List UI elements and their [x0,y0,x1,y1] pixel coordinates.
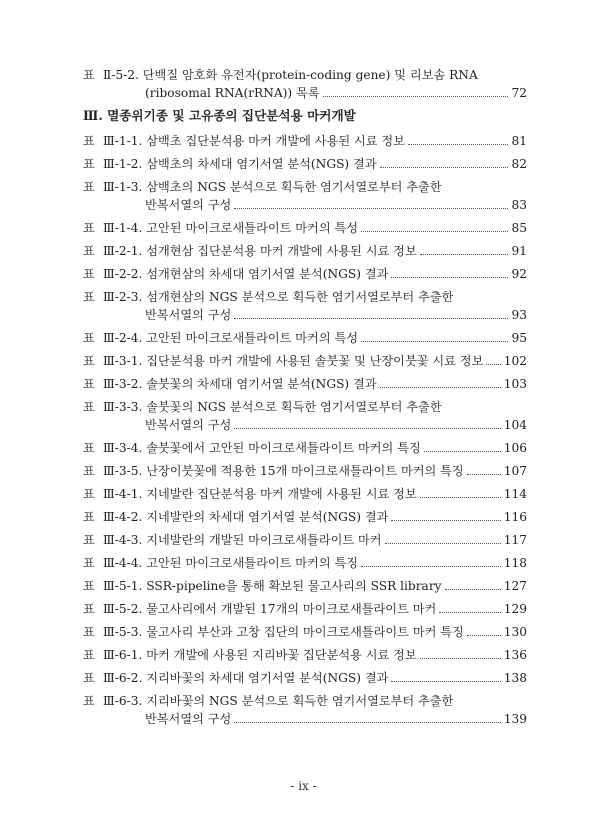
entry-prefix: 표 [83,290,95,304]
toc-entry[interactable] [83,242,527,260]
entry-title: Ⅲ-4-2. 지네발란의 차세대 염기서열 분석(NGS) 결과 [103,510,389,524]
entry-page-number: 92 [511,267,527,281]
toc-entry[interactable] [83,155,527,173]
entry-title: Ⅲ-4-1. 지네발란 집단분석용 마커 개발에 사용된 시료 정보 [103,487,417,501]
dot-leader [467,474,501,475]
entry-title: Ⅲ-3-3. 솔붓꽃의 NGS 분석으로 획득한 염기서열로부터 추출한 [103,400,442,414]
dot-leader [420,254,509,255]
entry-page-number: 114 [503,487,527,501]
entry-page-number: 130 [503,625,527,639]
entry-prefix: 표 [83,464,95,478]
toc-entry[interactable] [83,66,527,102]
entry-title: Ⅲ-5-1. SSR-pipeline을 통해 확보된 물고사리의 SSR library [103,579,442,593]
toc-entry[interactable] [83,375,527,393]
dot-leader [361,341,508,342]
entry-prefix: 표 [83,267,95,281]
entry-title: 반복서열의 구성 [145,308,232,322]
entry-page-number: 139 [503,712,527,726]
toc-entry-line [83,155,527,173]
dot-leader [234,208,508,209]
toc-entry-line [83,623,527,641]
entry-prefix: 표 [83,68,95,82]
toc-entry-line [83,84,527,102]
toc-entry-line [83,485,527,503]
entry-prefix: 표 [83,400,95,414]
entry-title: Ⅲ-5-3. 물고사리 부산과 고창 집단의 마이크로새틀라이트 마커 특징 [103,625,464,639]
toc-entry-line [83,329,527,347]
dot-leader [323,96,509,97]
entry-prefix: 표 [83,354,95,368]
toc-entry-line [83,219,527,237]
dot-leader [380,387,501,388]
toc-entry[interactable] [83,132,527,150]
entry-title: Ⅲ-1-4. 고안된 마이크로새틀라이트 마커의 특성 [103,221,359,235]
toc-entry-line [83,692,527,710]
dot-leader [234,722,500,723]
dot-leader [420,658,501,659]
intro-entries [83,66,527,102]
entry-title: Ⅲ-1-3. 삼백초의 NGS 분석으로 획득한 염기서열로부터 추출한 [103,180,442,194]
entry-page-number: 72 [511,86,527,100]
entry-title: Ⅲ-1-2. 삼백초의 차세대 염기서열 분석(NGS) 결과 [103,157,377,171]
toc-entry[interactable] [83,288,527,324]
dot-leader [391,681,500,682]
entry-page-number: 91 [511,244,527,258]
toc-entry-line [83,531,527,549]
toc-entry-line [83,306,527,324]
entry-title: Ⅲ-3-4. 솔붓꽃에서 고안된 마이크로새틀라이트 마커의 특징 [103,441,421,455]
toc-entry[interactable] [83,398,527,434]
entry-page-number: 102 [503,354,527,368]
toc-entry[interactable] [83,329,527,347]
entry-page-number: 136 [503,648,527,662]
entry-page-number: 116 [503,510,527,524]
toc-entry-line [83,398,527,416]
entry-prefix: 표 [83,221,95,235]
entry-page-number: 85 [511,221,527,235]
entry-prefix: 표 [83,180,95,194]
toc-entry[interactable] [83,623,527,641]
entry-title: Ⅲ-3-5. 난장이붓꽃에 적용한 15개 마이크로새틀라이트 마커의 특징 [103,464,464,478]
dot-leader [234,428,500,429]
entry-title: Ⅱ-5-2. 단백질 암호화 유전자(protein-coding gene) 및 리보솜 RNA [103,68,478,82]
entry-title: 반복서열의 구성 [145,418,232,432]
entry-title: Ⅲ-6-2. 지리바꽃의 차세대 염기서열 분석(NGS) 결과 [103,671,389,685]
toc-entry[interactable] [83,219,527,237]
entry-page-number: 104 [503,418,527,432]
entry-title: Ⅲ-1-1. 삼백초 집단분석용 마커 개발에 사용된 시료 정보 [103,134,405,148]
entry-page-number: 129 [503,602,527,616]
entry-prefix: 표 [83,244,95,258]
entry-page-number: 127 [503,579,527,593]
toc-entry-line [83,600,527,618]
entry-prefix: 표 [83,331,95,345]
entry-title: (ribosomal RNA(rRNA)) 목록 [145,86,320,100]
toc-entry[interactable] [83,531,527,549]
entry-title: Ⅲ-2-2. 섬개현삼의 차세대 염기서열 분석(NGS) 결과 [103,267,389,281]
entry-prefix: 표 [83,157,95,171]
entry-prefix: 표 [83,694,95,708]
toc-entry-line [83,416,527,434]
section-title: Ⅲ. 멸종위기종 및 고유종의 집단분석용 마커개발 [83,108,356,123]
toc-entry-line [83,439,527,457]
entry-prefix: 표 [83,510,95,524]
entry-page-number: 81 [511,134,527,148]
dot-leader [486,364,500,365]
toc-entry-line [83,554,527,572]
toc-entry[interactable] [83,265,527,283]
entry-title: Ⅲ-3-1. 집단분석용 마커 개발에 사용된 솔붓꽃 및 난장이붓꽃 시료 정보 [103,354,484,368]
toc-entry[interactable] [83,600,527,618]
entry-title: 반복서열의 구성 [145,198,232,212]
entry-title: Ⅲ-2-4. 고안된 마이크로새틀라이트 마커의 특성 [103,331,359,345]
toc-entry-line [83,710,527,728]
dot-leader [385,543,501,544]
entry-title: Ⅲ-4-3. 지네발란의 개발된 마이크로새틀라이트 마커 [103,533,382,547]
dot-leader [408,144,509,145]
entry-prefix: 표 [83,556,95,570]
dot-leader [445,589,501,590]
entry-prefix: 표 [83,377,95,391]
entry-title: Ⅲ-6-1. 마커 개발에 사용된 지리바꽃 집단분석용 시료 정보 [103,648,417,662]
toc-entry-line [83,375,527,393]
entry-prefix: 표 [83,671,95,685]
toc-entry[interactable] [83,577,527,595]
dot-leader [439,612,500,613]
entry-prefix: 표 [83,134,95,148]
toc-entry-line [83,669,527,687]
entry-prefix: 표 [83,625,95,639]
toc-entry[interactable] [83,462,527,480]
toc-entry[interactable] [83,508,527,526]
entry-page-number: 138 [503,671,527,685]
toc-entry[interactable] [83,554,527,572]
table-entries [83,132,527,728]
toc-entry-line [83,178,527,196]
entry-prefix: 표 [83,441,95,455]
entry-prefix: 표 [83,602,95,616]
entry-page-number: 107 [503,464,527,478]
entry-prefix: 표 [83,533,95,547]
entry-page-number: 103 [503,377,527,391]
toc-entry[interactable] [83,646,527,664]
toc-entry-line [83,352,527,370]
toc-entry-line [83,242,527,260]
dot-leader [361,566,501,567]
page-footer: - ix - [290,779,317,793]
toc-entry[interactable] [83,352,527,370]
entry-title: Ⅲ-3-2. 솔붓꽃의 차세대 염기서열 분석(NGS) 결과 [103,377,377,391]
toc-list [83,66,527,733]
entry-page-number: 83 [511,198,527,212]
dot-leader [467,635,501,636]
entry-page-number: 106 [503,441,527,455]
toc-entry[interactable] [83,439,527,457]
toc-entry-line [83,132,527,150]
toc-entry-line [83,577,527,595]
dot-leader [424,451,501,452]
entry-page-number: 118 [503,556,527,570]
toc-entry-line [83,265,527,283]
entry-page-number: 95 [511,331,527,345]
toc-entry-line [83,508,527,526]
dot-leader [380,167,509,168]
toc-entry[interactable] [83,692,527,728]
toc-entry-line [83,196,527,214]
dot-leader [391,277,508,278]
dot-leader [234,318,508,319]
toc-entry-line [83,462,527,480]
toc-entry-line [83,288,527,306]
toc-entry[interactable] [83,178,527,214]
entry-title: Ⅲ-5-2. 물고사리에서 개발된 17개의 마이크로새틀라이트 마커 [103,602,437,616]
entry-title: Ⅲ-4-4. 고안된 마이크로새틀라이트 마커의 특징 [103,556,359,570]
entry-page-number: 93 [511,308,527,322]
entry-title: 반복서열의 구성 [145,712,232,726]
entry-title: Ⅲ-6-3. 지리바꽃의 NGS 분석으로 획득한 염기서열로부터 추출한 [103,694,454,708]
entry-page-number: 117 [503,533,527,547]
dot-leader [361,231,508,232]
toc-entry[interactable] [83,669,527,687]
entry-title: Ⅲ-2-3. 섬개현삼의 NGS 분석으로 획득한 염기서열로부터 추출한 [103,290,454,304]
entry-prefix: 표 [83,648,95,662]
entry-page-number: 82 [511,157,527,171]
toc-entry-line [83,646,527,664]
entry-prefix: 표 [83,579,95,593]
dot-leader [391,520,500,521]
toc-entry-line [83,66,527,84]
entry-title: Ⅲ-2-1. 섬개현삼 집단분석용 마커 개발에 사용된 시료 정보 [103,244,417,258]
entry-prefix: 표 [83,487,95,501]
dot-leader [420,497,501,498]
toc-entry[interactable] [83,485,527,503]
